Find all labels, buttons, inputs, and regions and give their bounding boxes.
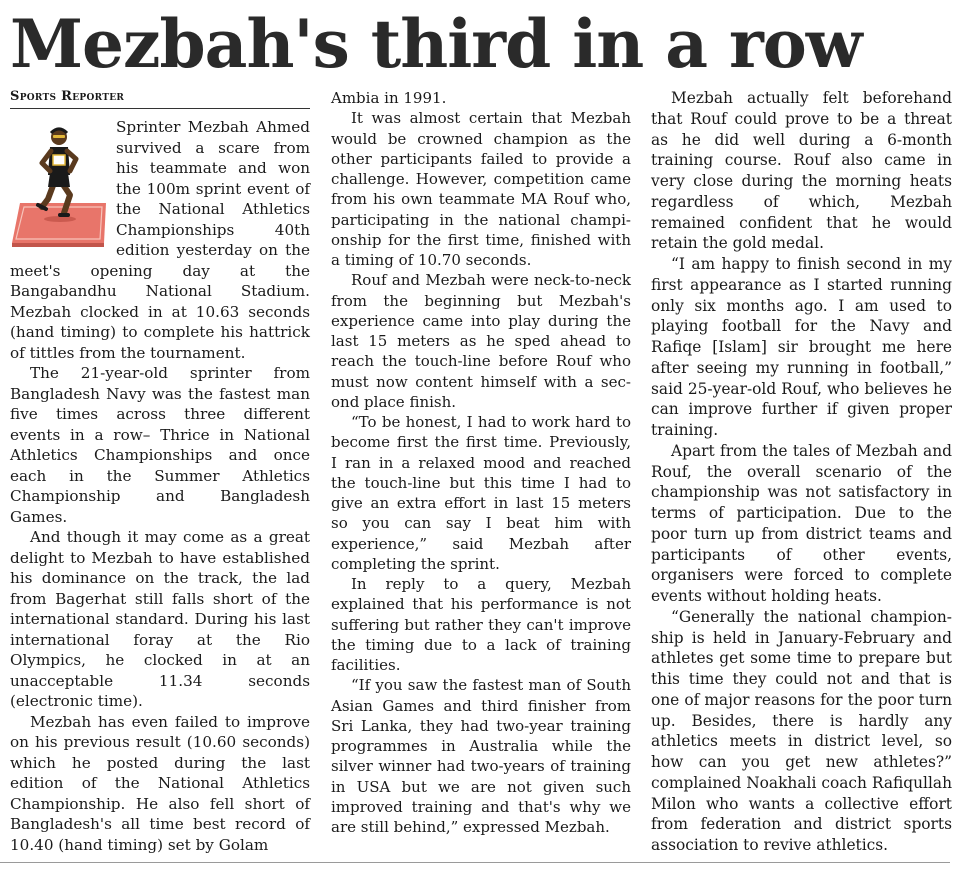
paragraph: The 21-year-old sprinter from Bangladesh Navy was the fastest man five times across three different events in a row– Thrice in National Athletics Championships and once each in the Summer Athletics Championship and Bangladesh Games. (10, 364, 310, 526)
paragraph: In reply to a query, Mezbah explained that his performance is not suffering but rather they can't improve the timing due to a lack of training facilities. (331, 575, 631, 674)
paragraph: It was almost certain that Mezbah would be crowned champion as the other participants failed to provide a challenge. However, competition came from his own teammate MA Rouf who, participating in the national championship for the first time, finished with a timing of 10.70 seconds. (331, 109, 631, 269)
paragraph: And though it may come as a great delight to Mezbah to have established his dominance on the track, the lad from Bagerhat still falls short of the international standard. During his last international foray at the Rio Olympics, he clocked in at an unacceptable 11.34 seconds (electronic time). (10, 528, 310, 710)
article-column-1 (10, 88, 310, 855)
article-column-2 (331, 88, 631, 837)
paragraph: Mezbah has even failed to improve on his previous result (10.60 seconds) which he posted during the last edition of the National Athletics Championship. He also fell short of Bangladesh's all time best record of 10.40 (hand timing) set by Golam (10, 712, 310, 854)
paragraph: “Generally the national championship is held in January-February and athletes get some time to prepare but this time they could not and that is one of major reasons for the poor turn up. Besides, there is hardly any athletics meets in district level, so how can you get new athletes?” complained Noakhali coach Rafiqullah Milon who wants a collective effort from federation and district sports association to revive athletics. (651, 607, 952, 854)
byline: Sports Reporter (10, 88, 310, 109)
headline: Mezbah's third in a row (10, 5, 862, 83)
track-mat (12, 203, 106, 243)
paragraph: “If you saw the fastest man of South Asian Games and third finisher from Sri Lanka, they had two-year training programmes in Australia while the silver winner had two-years of training in USA but we are not given such improved training and that's why we are still behind,” expressed Mezbah. (331, 676, 631, 836)
paragraph: “To be honest, I had to work hard to become first the first time. Previously, I ran in a relaxed mood and reached the touch-line but this time I had to give an extra effort in last 15 meters so you can say I beat him with experience,” said Mezbah after completing the sprint. (331, 413, 631, 573)
paragraph: Rouf and Mezbah were neck-to-neck from the beginning but Mezbah's experience came into play during the last 15 meters as he sped ahead to reach the touch-line before Rouf who must now content himself with a second place finish. (331, 271, 631, 411)
runner-figure (38, 129, 76, 215)
article-column-3 (651, 88, 952, 856)
paragraph: “I am happy to finish second in my first appearance as I started running only six months ago. I am used to playing football for the Navy and Rafiqe [Islam] sir brought me here after seeing my running in football,” said 25-year-old Rouf, who believes he can improve further if given proper training. (651, 255, 952, 439)
bottom-rule (0, 862, 950, 863)
paragraph: Mezbah actually felt beforehand that Rouf could prove to be a threat as he did well during a 6-month training course. Rouf also came in very close during the morning heats regardless of which, Mezbah remained confident that he would retain the gold medal. (651, 89, 952, 253)
paragraph-continued: Ambia in 1991. (331, 89, 447, 107)
paragraph: Sprinter Mezbah Ahmed survived a scare from his teammate and won the 100m sprint event of the National Athletics Championships 40th edition yesterday on the meet's opening day at the Bangabandhu National Stadium. Mezbah clocked in at 10.63 seconds (hand timing) to complete his hattrick of tittles from the tournament. (10, 118, 310, 362)
paragraph: Apart from the tales of Mezbah and Rouf, the overall scenario of the championship was not satisfactory in terms of participation. Due to the poor turn up from district teams and participants of other events, organisers were forced to complete events without holding heats. (651, 441, 952, 605)
sprinter-illustration-icon (10, 121, 106, 247)
